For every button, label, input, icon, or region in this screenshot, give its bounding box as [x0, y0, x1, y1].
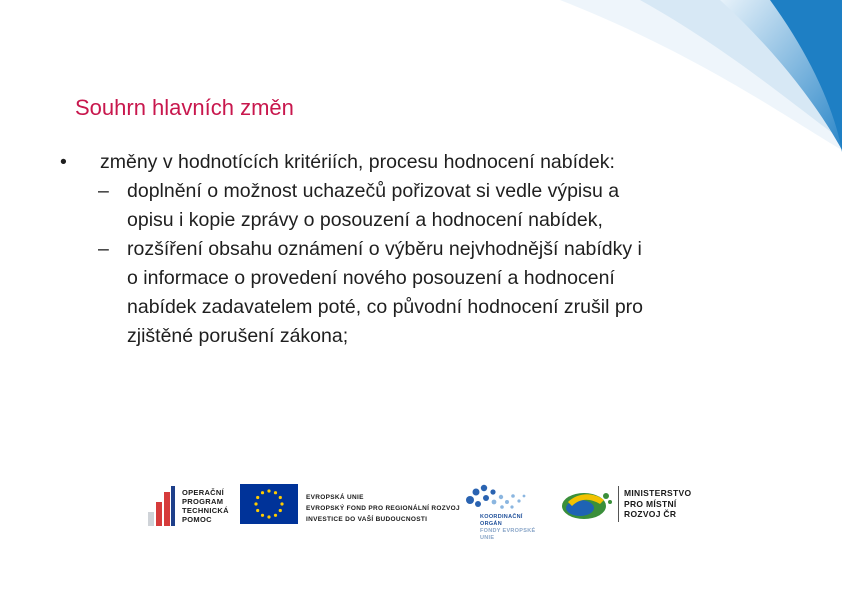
optp-text-line: OPERAČNÍ [182, 488, 224, 497]
sub-item-line: zjištěné porušení zákona; [127, 325, 349, 347]
dash-marker: – [98, 238, 109, 260]
bullet-list [60, 148, 780, 351]
mmr-emblem-icon [560, 488, 616, 522]
sub-item-line: nabídek zadavatelem poté, co původní hodnocení zrušil pro [127, 296, 644, 318]
ko-text-line: KOORDINAČNÍ ORGÁN [480, 514, 523, 527]
corner-swoosh-decoration [0, 0, 842, 160]
eu-text-line: EVROPSKÝ FOND PRO REGIONÁLNÍ ROZVOJ [306, 505, 460, 512]
dots-icon [462, 480, 532, 514]
logo-strip [140, 478, 710, 541]
optp-text-line: TECHNICKÁ [182, 506, 229, 515]
sub-item-line: o informace o provedení nového posouzení a hodnocení [127, 267, 615, 289]
mmr-text-line: MINISTERSTVO [624, 488, 692, 498]
bullet-text: změny v hodnotících kritériích, procesu hodnocení nabídek: [100, 151, 615, 173]
sub-item-line: rozšíření obsahu oznámení o výběru nejvhodnější nabídky i [127, 238, 642, 260]
mmr-logo [560, 482, 710, 528]
eu-flag-icon [240, 484, 298, 524]
eu-text-line: EVROPSKÁ UNIE [306, 494, 364, 501]
slide-title: Souhrn hlavních změn [75, 95, 294, 120]
ko-logo [462, 480, 542, 541]
optp-text-line: PROGRAM [182, 497, 224, 506]
sub-item [60, 235, 780, 351]
sub-item-line: opisu i kopie zprávy o posouzení a hodnocení nabídek, [127, 209, 603, 231]
sub-item-line: doplnění o možnost uchazečů pořizovat si vedle výpisu a [127, 180, 620, 202]
ko-text-line: FONDY EVROPSKÉ UNIE [480, 528, 536, 541]
bullet-item [60, 148, 780, 177]
optp-text-line: POMOC [182, 515, 212, 524]
bullet-marker: • [60, 151, 67, 173]
dash-marker: – [98, 180, 109, 202]
mmr-text-line: ROZVOJ ČR [624, 509, 677, 519]
optp-bars-icon [146, 486, 178, 528]
eu-text-line: INVESTICE DO VAŠÍ BUDOUCNOSTI [306, 516, 428, 523]
optp-logo [146, 484, 236, 530]
mmr-divider [618, 486, 619, 522]
eu-logo [240, 482, 460, 528]
mmr-text-line: PRO MÍSTNÍ [624, 498, 677, 509]
sub-item [60, 177, 780, 235]
